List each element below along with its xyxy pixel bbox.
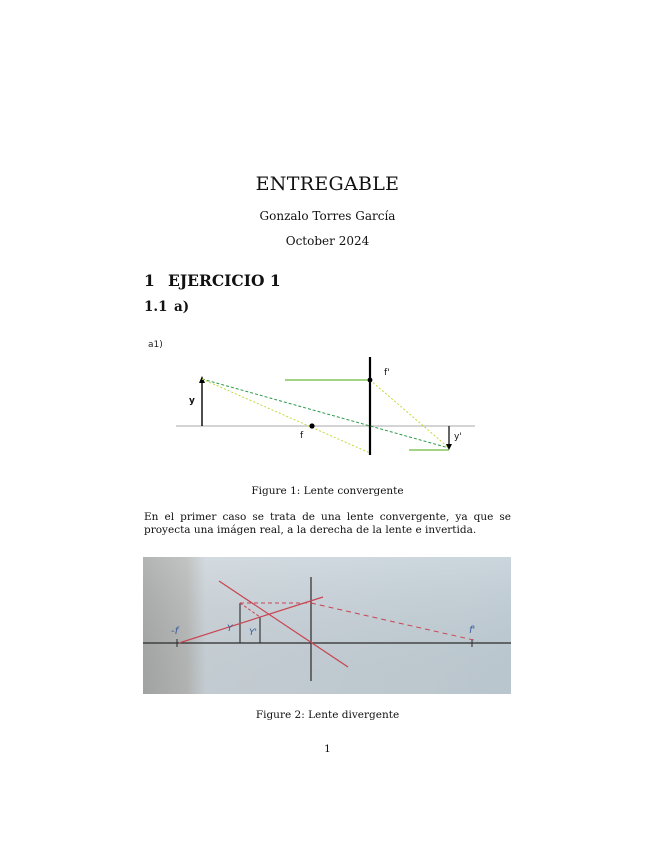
label-minus-f: -f: [171, 626, 179, 637]
focal-point-f-prime: [368, 378, 373, 383]
document-title: ENTREGABLE: [255, 173, 400, 195]
label-y: Y: [227, 624, 233, 634]
refracted-ray-1: [370, 380, 449, 448]
document-date: October 2024: [285, 234, 370, 248]
label-y: y: [189, 396, 195, 406]
figure-converging-lens: [143, 335, 478, 475]
body-paragraph: En el primer caso se trata de una lente convergente, ya que se proyecta una imágen real, a la derecha de la lente e invertida.: [144, 511, 511, 536]
label-f-prime: f': [384, 368, 390, 378]
figure-diverging-lens: [143, 557, 511, 694]
subsection-heading: [144, 299, 189, 315]
page-number: 1: [324, 743, 331, 755]
section-title: EJERCICIO 1: [168, 271, 281, 290]
section-number: 1: [144, 271, 155, 290]
focal-ray-1: [202, 379, 370, 453]
subsection-number: 1.1: [144, 299, 168, 315]
label-y-prime: Y': [249, 628, 257, 638]
figure1-caption: Figure 1: Lente convergente: [251, 485, 404, 497]
image-arrowhead: [446, 444, 452, 450]
label-f-prime: f': [469, 625, 476, 636]
author-name: Gonzalo Torres García: [259, 209, 396, 223]
photo-shading: [143, 557, 511, 694]
central-ray: [202, 379, 449, 448]
figure-tag: a1): [148, 340, 163, 350]
figure2-caption: Figure 2: Lente divergente: [255, 709, 400, 721]
focal-point-f: [309, 423, 314, 428]
label-y-prime: y': [454, 432, 462, 442]
subsection-title: a): [174, 299, 190, 315]
section-heading: [144, 271, 281, 290]
label-f: f: [300, 431, 304, 441]
